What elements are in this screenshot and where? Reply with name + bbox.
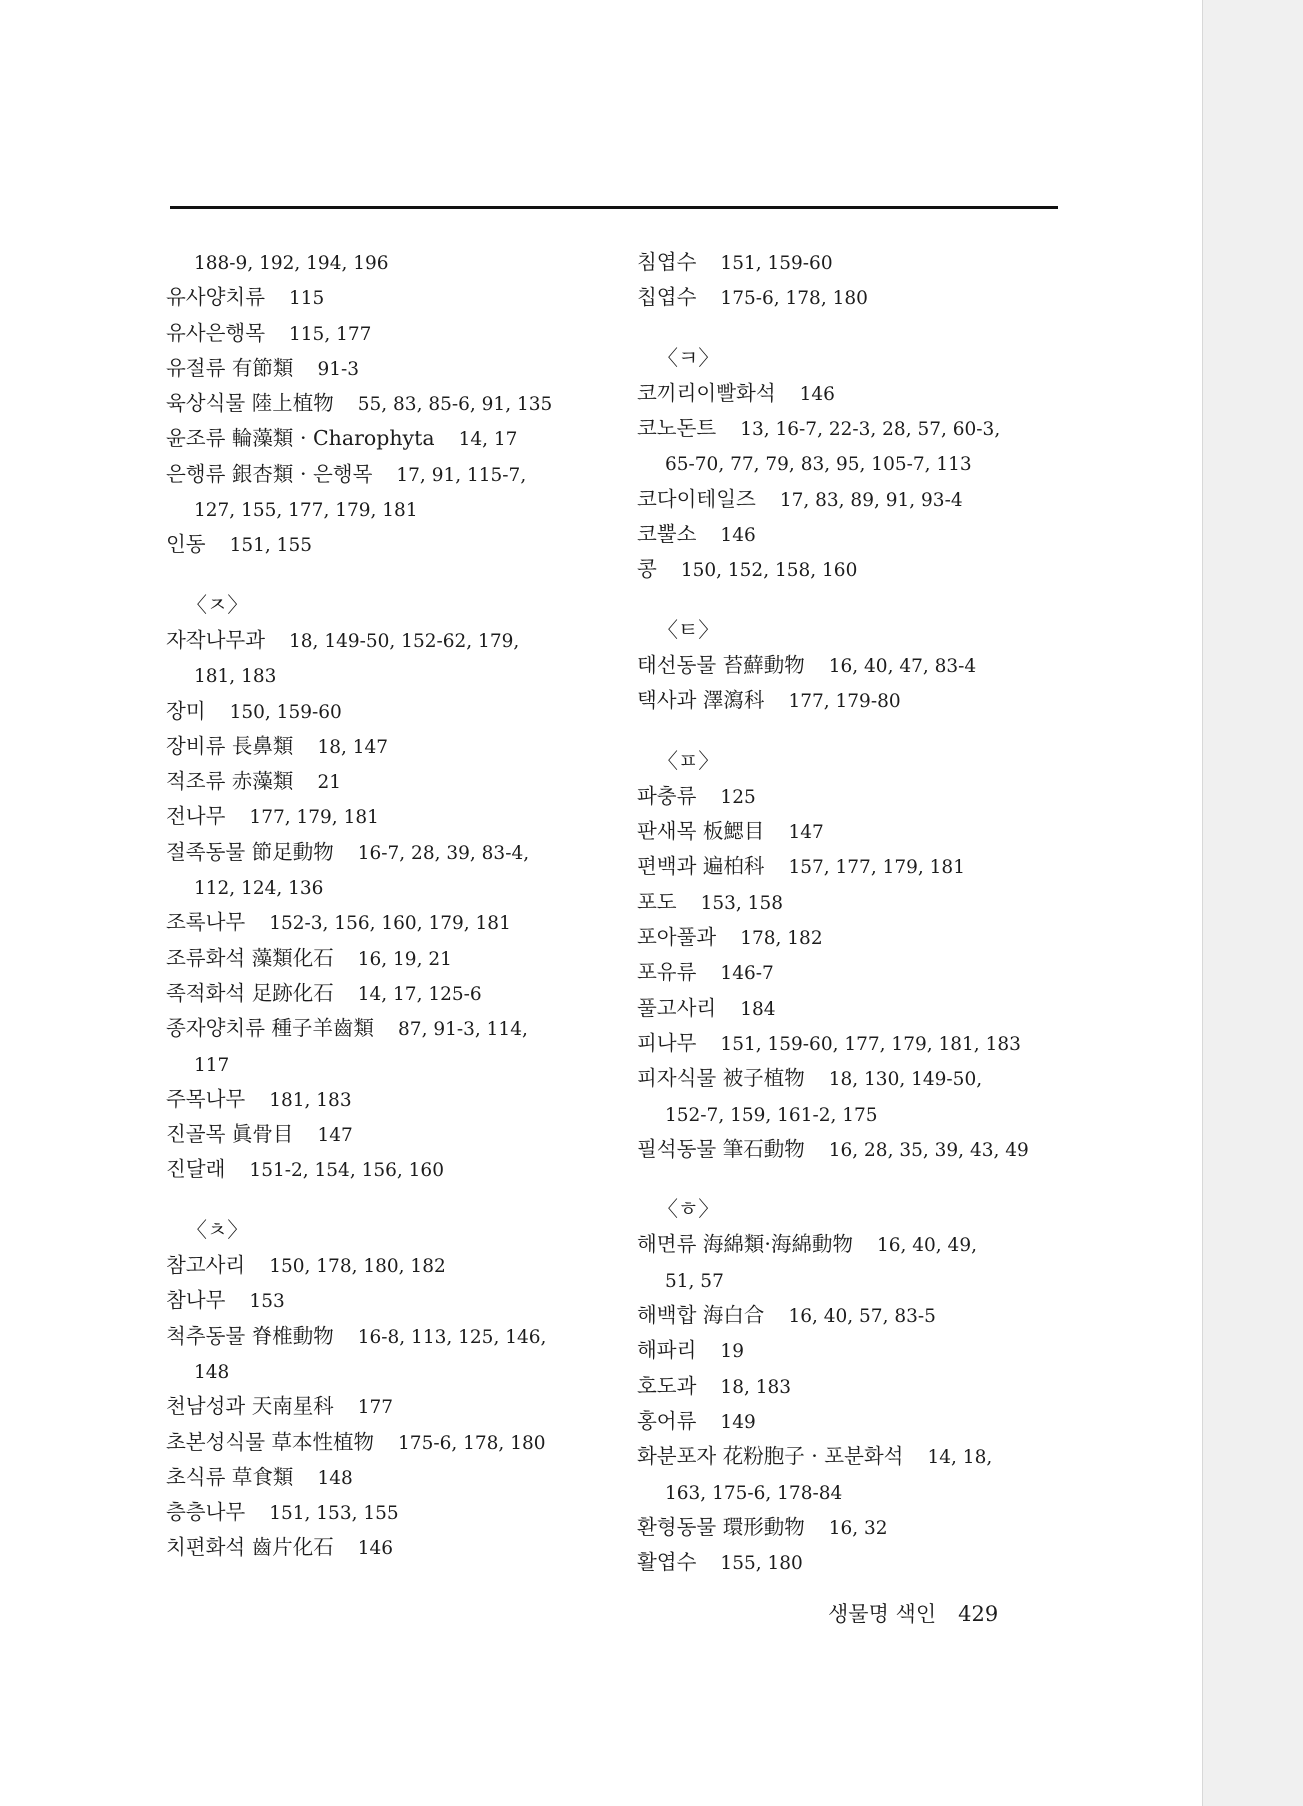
index-entry <box>637 991 1067 1026</box>
index-entry <box>637 411 1067 446</box>
entry-page-numbers: 151-2, 154, 156, 160 <box>249 1160 444 1182</box>
index-entry <box>637 1132 1067 1167</box>
entry-term: 파충류 <box>637 783 697 808</box>
entry-page-numbers: 151, 159-60 <box>720 253 833 274</box>
entry-term: 척추동물 脊椎動物 <box>166 1323 334 1348</box>
entry-page-numbers: 146 <box>720 525 756 547</box>
entry-page-numbers: 177 <box>357 1397 394 1419</box>
entry-page-numbers: 147 <box>788 822 824 844</box>
entry-term: 전나무 <box>166 804 226 829</box>
entry-page-numbers: 150, 152, 158, 160 <box>680 560 858 582</box>
entry-term: 유사은행목 <box>166 320 266 345</box>
entry-term: 홍어류 <box>637 1408 697 1433</box>
index-entry <box>637 1439 1067 1474</box>
index-entry <box>166 1117 596 1152</box>
entry-page-numbers: 155, 180 <box>720 1553 803 1575</box>
entry-term: 인동 <box>166 532 206 557</box>
index-entry <box>637 376 1067 411</box>
footer-section-title: 생물명 색인 <box>828 1602 937 1626</box>
entry-term: 진골목 眞骨目 <box>166 1122 294 1147</box>
entry-page-numbers: 87, 91-3, 114, <box>398 1019 528 1041</box>
entry-term: 피자식물 被子植物 <box>637 1066 805 1091</box>
entry-term: 자작나무과 <box>166 627 266 652</box>
index-section-header: 〈ㅋ〉 <box>657 345 720 370</box>
entry-term: 코끼리이빨화석 <box>637 380 776 405</box>
page-footer <box>828 1598 998 1628</box>
index-entry <box>166 1082 596 1117</box>
index-entry <box>166 694 596 729</box>
index-entry-continuation <box>166 658 596 693</box>
index-entry <box>637 1026 1067 1061</box>
index-entry <box>637 1333 1067 1368</box>
entry-term: 육상식물 陸上植物 <box>166 391 334 416</box>
index-entry <box>166 1011 596 1046</box>
entry-term: 화분포자 花粉胞子 · 포분화석 <box>637 1444 904 1469</box>
entry-page-numbers: 16, 28, 35, 39, 43, 49 <box>828 1139 1029 1161</box>
index-entry <box>637 683 1067 718</box>
index-entry <box>637 648 1067 683</box>
entry-term: 코노돈트 <box>637 416 717 441</box>
entry-page-numbers: 16, 19, 21 <box>357 948 452 970</box>
entry-page-numbers: 177, 179-80 <box>788 691 901 713</box>
entry-term: 해파리 <box>637 1338 697 1363</box>
index-entry <box>637 245 1067 280</box>
entry-page-numbers: 17, 83, 89, 91, 93-4 <box>779 489 963 511</box>
entry-page-numbers: 51, 57 <box>665 1270 724 1292</box>
index-entry-continuation <box>637 1475 1067 1510</box>
index-entry <box>637 1404 1067 1439</box>
entry-term: 칩엽수 <box>637 285 697 310</box>
entry-term: 참고사리 <box>166 1253 246 1278</box>
index-entry <box>637 955 1067 990</box>
entry-page-numbers: 14, 17 <box>458 429 518 451</box>
index-entry-continuation <box>637 446 1067 481</box>
index-entry <box>166 1152 596 1187</box>
index-entry <box>166 280 596 315</box>
entry-page-numbers: 19 <box>720 1341 744 1363</box>
entry-page-numbers: 125 <box>720 786 756 808</box>
entry-term: 호도과 <box>637 1373 697 1398</box>
entry-term: 해면류 海綿類·海綿動物 <box>637 1232 853 1257</box>
index-entry <box>166 527 596 562</box>
index-entry <box>166 764 596 799</box>
entry-term: 해백합 海白合 <box>637 1303 765 1328</box>
page-number: 429 <box>958 1602 999 1626</box>
entry-page-numbers: 115, 177 <box>289 323 372 345</box>
entry-page-numbers: 146 <box>357 1538 394 1560</box>
entry-term: 초식류 草食類 <box>166 1464 294 1489</box>
entry-term: 피나무 <box>637 1030 697 1055</box>
entry-page-numbers: 16, 40, 47, 83-4 <box>828 655 977 677</box>
entry-term: 조류화석 藻類化石 <box>166 945 334 970</box>
entry-page-numbers: 14, 18, <box>927 1447 993 1469</box>
index-entry <box>166 1530 596 1565</box>
entry-term: 필석동물 筆石動物 <box>637 1136 805 1161</box>
entry-term: 포유류 <box>637 960 697 985</box>
entry-term: 택사과 澤瀉科 <box>637 688 765 713</box>
entry-term: 편백과 遍柏科 <box>637 854 765 879</box>
index-entry <box>637 552 1067 587</box>
entry-page-numbers: 16, 32 <box>828 1517 888 1539</box>
index-entry <box>637 1545 1067 1580</box>
index-entry-continuation <box>637 1263 1067 1298</box>
entry-page-numbers: 184 <box>740 998 776 1020</box>
index-entry <box>166 1425 596 1460</box>
entry-page-numbers: 163, 175-6, 178-84 <box>665 1482 843 1504</box>
entry-page-numbers: 151, 159-60, 177, 179, 181, 183 <box>720 1033 1021 1055</box>
index-entry <box>637 1298 1067 1333</box>
entry-page-numbers: 146-7 <box>720 963 774 985</box>
entry-term: 참나무 <box>166 1288 226 1313</box>
entry-term: 유절류 有節類 <box>166 355 294 380</box>
entry-page-numbers: 18, 183 <box>720 1376 792 1398</box>
entry-term: 환형동물 環形動物 <box>637 1514 805 1539</box>
entry-page-numbers: 16-7, 28, 39, 83-4, <box>357 842 530 864</box>
entry-term: 종자양치류 種子羊齒類 <box>166 1016 375 1041</box>
entry-term: 장비류 長鼻類 <box>166 733 294 758</box>
index-entry <box>637 814 1067 849</box>
section-gap <box>637 588 1067 613</box>
section-gap <box>166 563 596 588</box>
index-section-header: 〈ㅎ〉 <box>657 1197 720 1222</box>
entry-page-numbers: 151, 153, 155 <box>269 1503 399 1525</box>
entry-term: 활엽수 <box>637 1550 697 1575</box>
entry-term: 치편화석 齒片化石 <box>166 1535 334 1560</box>
index-section-header: 〈ㅌ〉 <box>657 617 720 642</box>
entry-term: 풀고사리 <box>637 995 717 1020</box>
entry-term: 코다이테일즈 <box>637 486 756 511</box>
index-entry <box>637 779 1067 814</box>
entry-term: 윤조류 輪藻類 · Charophyta <box>166 426 435 451</box>
entry-page-numbers: 150, 159-60 <box>229 701 342 723</box>
entry-page-numbers: 17, 91, 115-7, <box>396 464 527 486</box>
index-entry <box>637 1510 1067 1545</box>
index-section-header: 〈ㅍ〉 <box>657 748 720 773</box>
index-section-header: 〈ㅊ〉 <box>186 1217 249 1242</box>
entry-page-numbers: 65-70, 77, 79, 83, 95, 105-7, 113 <box>665 454 972 476</box>
index-entry <box>637 280 1067 315</box>
index-entry <box>637 1061 1067 1096</box>
index-entry <box>637 849 1067 884</box>
entry-term: 태선동물 苔蘚動物 <box>637 652 805 677</box>
index-entry <box>166 799 596 834</box>
entry-page-numbers: 178, 182 <box>740 928 823 950</box>
index-entry-continuation <box>637 1097 1067 1132</box>
entry-page-numbers: 146 <box>799 383 835 405</box>
index-entry <box>166 623 596 658</box>
index-entry <box>166 351 596 386</box>
entry-page-numbers: 177, 179, 181 <box>249 807 379 829</box>
index-entry <box>166 457 596 492</box>
entry-term: 콩 <box>637 557 657 582</box>
entry-page-numbers: 181, 183 <box>269 1089 352 1111</box>
index-entry <box>166 421 596 456</box>
entry-term: 포아풀과 <box>637 925 717 950</box>
index-entry <box>637 920 1067 955</box>
entry-page-numbers: 16, 40, 49, <box>876 1235 977 1257</box>
entry-term: 층층나무 <box>166 1500 246 1525</box>
entry-page-numbers: 112, 124, 136 <box>194 878 324 900</box>
entry-term: 절족동물 節足動物 <box>166 839 334 864</box>
index-entry-continuation <box>166 870 596 905</box>
index-entry <box>166 729 596 764</box>
entry-page-numbers: 157, 177, 179, 181 <box>788 857 965 879</box>
entry-page-numbers: 16-8, 113, 125, 146, <box>357 1326 547 1348</box>
index-entry <box>166 1460 596 1495</box>
entry-page-numbers: 18, 149-50, 152-62, 179, <box>289 630 520 652</box>
index-entry <box>166 905 596 940</box>
entry-page-numbers: 188-9, 192, 194, 196 <box>194 253 389 274</box>
entry-term: 주목나무 <box>166 1086 246 1111</box>
entry-page-numbers: 115 <box>289 288 325 310</box>
entry-term: 초본성식물 草本性植物 <box>166 1429 375 1454</box>
entry-page-numbers: 149 <box>720 1411 756 1433</box>
entry-page-numbers: 127, 155, 177, 179, 181 <box>194 500 418 522</box>
index-entry <box>166 1283 596 1318</box>
entry-page-numbers: 13, 16-7, 22-3, 28, 57, 60-3, <box>740 419 1001 441</box>
entry-term: 은행류 銀杏類 · 은행목 <box>166 461 373 486</box>
entry-term: 침엽수 <box>637 250 697 274</box>
index-column-left <box>166 245 596 1566</box>
index-entry <box>637 482 1067 517</box>
entry-term: 적조류 赤藻類 <box>166 769 294 794</box>
entry-page-numbers: 181, 183 <box>194 666 277 688</box>
index-entry <box>637 1227 1067 1262</box>
entry-page-numbers: 152-3, 156, 160, 179, 181 <box>269 913 511 935</box>
entry-page-numbers: 153 <box>249 1291 285 1313</box>
index-entry-continuation <box>166 1047 596 1082</box>
section-gap <box>166 1188 596 1213</box>
index-entry <box>166 835 596 870</box>
entry-page-numbers: 18, 147 <box>317 736 389 758</box>
index-entry <box>166 1495 596 1530</box>
entry-term: 조록나무 <box>166 910 246 935</box>
entry-page-numbers: 91-3 <box>317 358 359 380</box>
section-gap <box>637 1167 1067 1192</box>
entry-page-numbers: 21 <box>317 772 341 794</box>
index-entry-continuation <box>166 245 596 280</box>
entry-term: 포도 <box>637 889 677 914</box>
entry-term: 족적화석 足跡化石 <box>166 980 334 1005</box>
index-entry <box>637 517 1067 552</box>
index-column-right <box>637 245 1067 1580</box>
index-entry-continuation <box>166 492 596 527</box>
entry-page-numbers: 150, 178, 180, 182 <box>269 1256 446 1278</box>
index-entry <box>166 976 596 1011</box>
entry-page-numbers: 175-6, 178, 180 <box>720 288 868 310</box>
section-gap <box>637 719 1067 744</box>
entry-term: 판새목 板鰓目 <box>637 819 765 844</box>
entry-page-numbers: 117 <box>194 1054 230 1076</box>
entry-page-numbers: 16, 40, 57, 83-5 <box>788 1306 936 1328</box>
entry-page-numbers: 152-7, 159, 161-2, 175 <box>665 1104 878 1126</box>
index-entry <box>166 1248 596 1283</box>
entry-term: 유사양치류 <box>166 285 266 310</box>
index-entry <box>166 316 596 351</box>
index-entry <box>166 386 596 421</box>
index-entry <box>166 1389 596 1424</box>
header-rule <box>170 206 1058 209</box>
entry-page-numbers: 175-6, 178, 180 <box>398 1432 546 1454</box>
entry-term: 진달래 <box>166 1157 226 1182</box>
entry-page-numbers: 148 <box>194 1361 230 1383</box>
section-gap <box>637 316 1067 341</box>
index-entry <box>166 941 596 976</box>
entry-term: 천남성과 天南星科 <box>166 1394 334 1419</box>
entry-page-numbers: 18, 130, 149-50, <box>828 1069 983 1091</box>
entry-term: 코뿔소 <box>637 522 697 547</box>
index-entry-continuation <box>166 1354 596 1389</box>
index-section-header: 〈ㅈ〉 <box>186 592 249 617</box>
entry-page-numbers: 55, 83, 85-6, 91, 135 <box>357 394 553 416</box>
entry-page-numbers: 14, 17, 125-6 <box>357 983 482 1005</box>
index-entry <box>637 1369 1067 1404</box>
entry-page-numbers: 147 <box>317 1125 353 1147</box>
entry-term: 장미 <box>166 698 206 723</box>
entry-page-numbers: 148 <box>317 1467 353 1489</box>
index-entry <box>166 1319 596 1354</box>
entry-page-numbers: 153, 158 <box>700 892 783 914</box>
entry-page-numbers: 151, 155 <box>229 535 312 557</box>
index-entry <box>637 885 1067 920</box>
